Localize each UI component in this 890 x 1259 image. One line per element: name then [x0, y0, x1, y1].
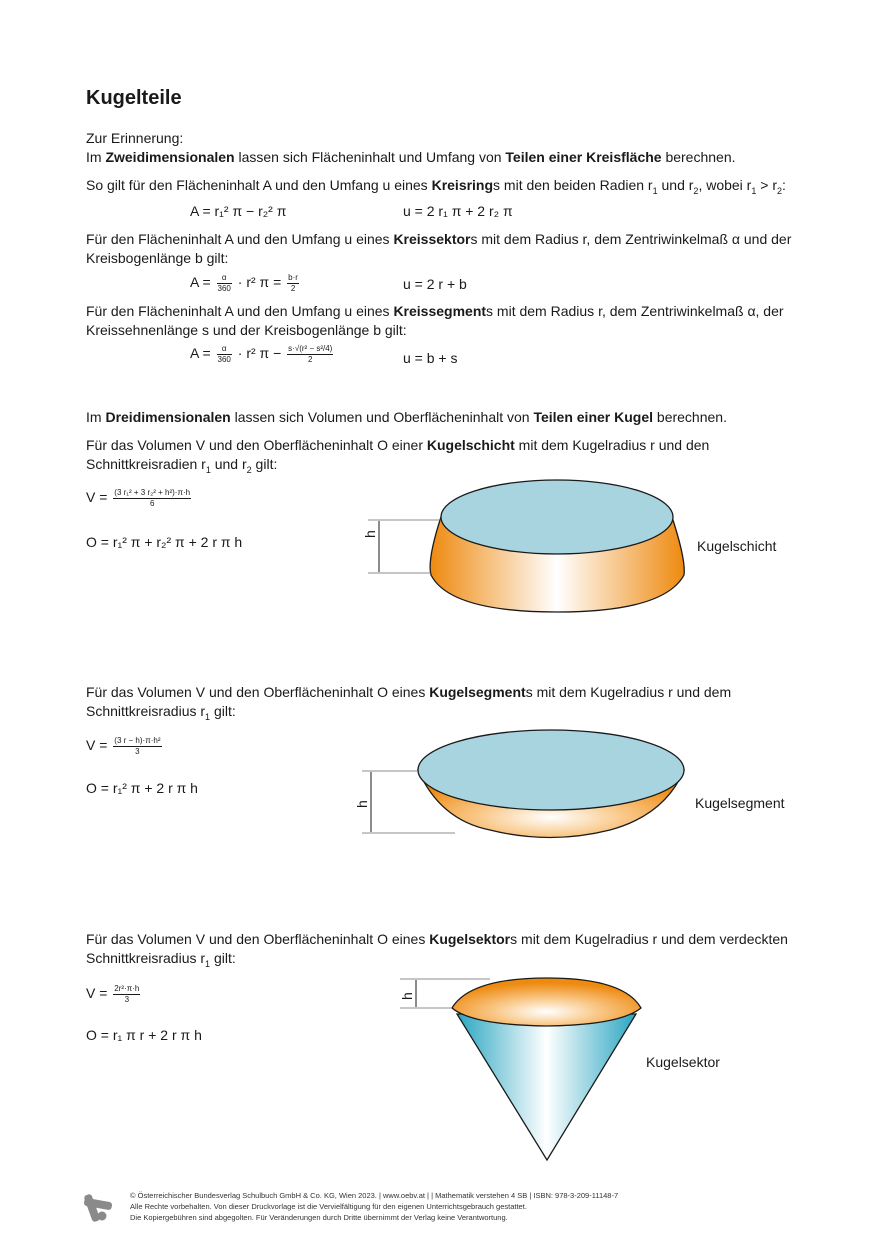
- kugelsegment-label: Kugelsegment: [695, 795, 785, 811]
- kugelsegment-text-2: Schnittkreisradius $r_1$ gilt:: [86, 703, 236, 722]
- three-d-intro: Im Dreidimensionalen lassen sich Volumen und Oberflächeninhalt von Teilen einer Kugel berechnen.: [86, 409, 727, 425]
- intro-line-2: Im Zweidimensionalen lassen sich Flächeninhalt und Umfang von Teilen einer Kreisfläche berechnen.: [86, 149, 736, 165]
- segment-area-formula: A = $\frac{\alpha}{360}$ · r² π − $\frac{\text{s·√(r² − s²/4)}}{2}$: [190, 344, 333, 364]
- kugelschicht-height-label: h: [362, 530, 378, 538]
- segment-text-1: Für den Flächeninhalt A und den Umfang u eines Kreissegments mit dem Radius r, dem Zentriwinkelmaß α, der: [86, 303, 784, 319]
- kugelsegment-height-label: h: [354, 800, 370, 808]
- kugelschicht-label: Kugelschicht: [697, 538, 777, 554]
- kugelsektor-text-2: Schnittkreisradius $r_1$ gilt:: [86, 950, 236, 969]
- page-title: Kugelteile: [86, 87, 182, 109]
- kugelsektor-surface-formula: O = r₁ π r + 2 r π h: [86, 1027, 202, 1043]
- segment-text-2: Kreissehnenlänge s und der Kreisbogenlänge b gilt:: [86, 322, 407, 338]
- kreisring-text: So gilt für den Flächeninhalt A und den Umfang u eines Kreisrings mit den beiden Radien $r_1$ und $r_2$, wobei $r_1 > r_2$:: [86, 177, 786, 196]
- kugelschicht-figure: [368, 480, 684, 612]
- kugelsegment-volume-formula: V = $\frac{\text{(3 r − h)·π·h²}}{3}$: [86, 736, 161, 756]
- footer-line-3: Die Kopiergebühren sind abgegolten. Für Veränderungen durch Dritte übernimmt der Verlag keine Verantwortung.: [130, 1213, 508, 1222]
- kugelschicht-text-1: Für das Volumen V und den Oberflächeninhalt O einer Kugelschicht mit dem Kugelradius r und den: [86, 437, 710, 453]
- kugelsegment-surface-formula: O = r₁² π + 2 r π h: [86, 780, 198, 796]
- kugelschicht-text-2: Schnittkreisradien $r_1$ und $r_2$ gilt:: [86, 456, 278, 475]
- kugelsektor-height-label: h: [399, 992, 415, 1000]
- sektor-text-1: Für den Flächeninhalt A und den Umfang u eines Kreissektors mit dem Radius r, dem Zentriwinkelmaß α und der: [86, 231, 792, 247]
- sektor-area-formula: A = $\frac{\alpha}{360}$ · r² π = $\frac{b\cdot r}{2}$: [190, 273, 298, 293]
- kugelschicht-surface-formula: O = r₁² π + r₂² π + 2 r π h: [86, 534, 243, 550]
- kreisring-perimeter-formula: u = 2 r₁ π + 2 r₂ π: [403, 203, 513, 219]
- kugelschicht-volume-formula: V = $\frac{\text{(3 r₁² + 3 r₂² + h²)·π·h}}{6}$: [86, 488, 191, 508]
- kugelsektor-text-1: Für das Volumen V und den Oberflächeninhalt O eines Kugelsektors mit dem Kugelradius r und dem verdeckten: [86, 931, 788, 947]
- kugelsektor-volume-formula: V = $\frac{\text{2r²·π·h}}{3}$: [86, 984, 140, 1004]
- publisher-logo-icon: [83, 1193, 112, 1222]
- kugelsektor-figure: [400, 978, 641, 1160]
- segment-perimeter-formula: u = b + s: [403, 350, 458, 366]
- kugelsegment-figure: [362, 730, 684, 838]
- intro-line-1: Zur Erinnerung:: [86, 130, 184, 146]
- kugelsektor-label: Kugelsektor: [646, 1054, 720, 1070]
- footer-line-2: Alle Rechte vorbehalten. Von dieser Druckvorlage ist die Vervielfältigung für den eigenen Unterrichtsgebrauch gestattet.: [130, 1202, 527, 1211]
- kreisring-area-formula: A = r₁² π − r₂² π: [190, 203, 287, 219]
- footer-line-1: © Österreichischer Bundesverlag Schulbuch GmbH & Co. KG, Wien 2023. | www.oebv.at | | Mathematik verstehen 4 SB | ISBN: 978-3-209-11148-7: [130, 1191, 619, 1200]
- kugelsegment-text-1: Für das Volumen V und den Oberflächeninhalt O eines Kugelsegments mit dem Kugelradius r und dem: [86, 684, 732, 700]
- sektor-perimeter-formula: u = 2 r + b: [403, 276, 467, 292]
- sektor-text-2: Kreisbogenlänge b gilt:: [86, 250, 229, 266]
